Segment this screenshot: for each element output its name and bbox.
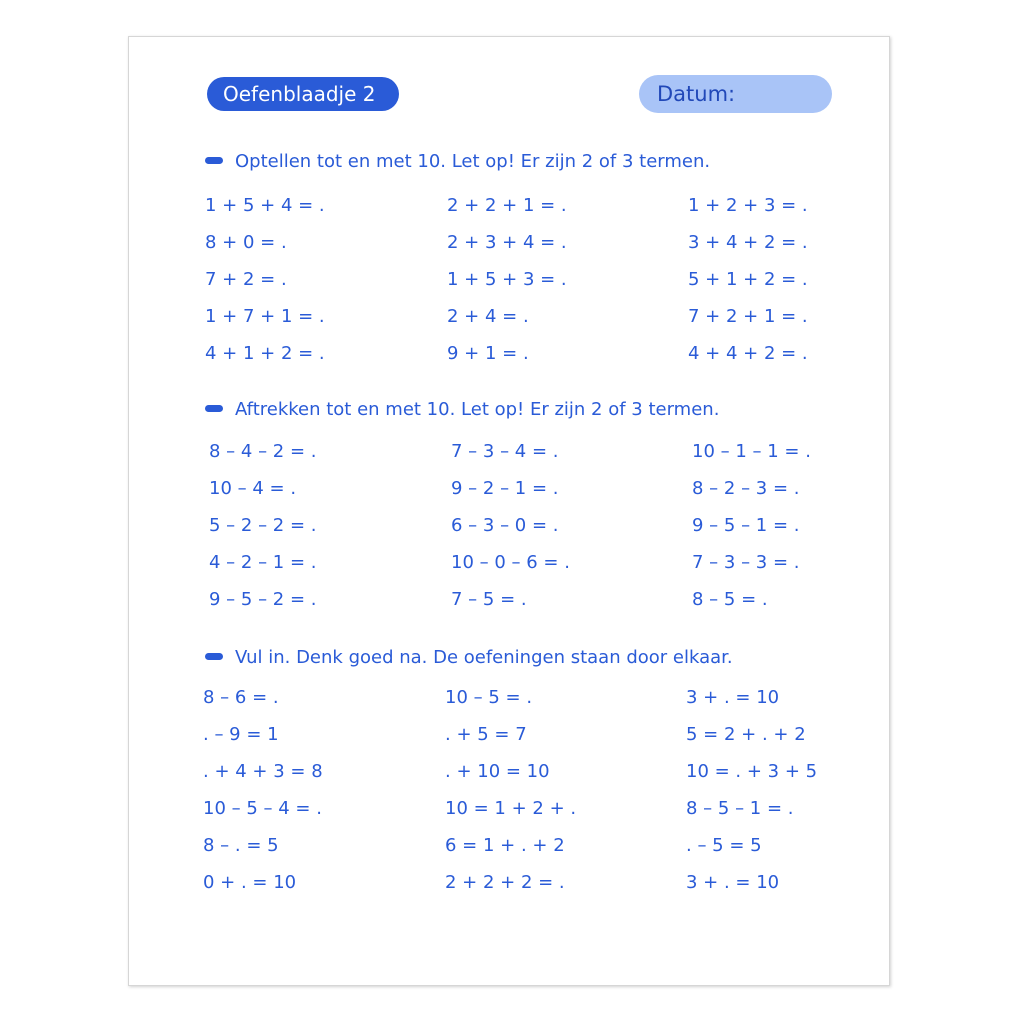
exercise: 9 – 5 – 1 = . — [692, 515, 800, 536]
exercise: 2 + 4 = . — [447, 306, 529, 327]
exercise: 3 + . = 10 — [686, 872, 780, 893]
exercise: 1 + 5 + 3 = . — [447, 269, 567, 290]
exercise: 5 – 2 – 2 = . — [209, 515, 317, 536]
bullet-icon — [205, 653, 223, 660]
exercise: 3 + . = 10 — [686, 687, 780, 708]
exercise: 5 + 1 + 2 = . — [688, 269, 808, 290]
exercise: 4 – 2 – 1 = . — [209, 552, 317, 573]
exercise: 7 – 5 = . — [451, 589, 527, 610]
exercise: 6 = 1 + . + 2 — [445, 835, 565, 856]
exercise: 7 – 3 – 3 = . — [692, 552, 800, 573]
exercise: 1 + 5 + 4 = . — [205, 195, 325, 216]
exercise: . – 5 = 5 — [686, 835, 762, 856]
exercise: 10 – 4 = . — [209, 478, 297, 499]
exercise: 8 – 5 = . — [692, 589, 768, 610]
exercise: 10 = . + 3 + 5 — [686, 761, 818, 782]
exercise: 8 – 4 – 2 = . — [209, 441, 317, 462]
worksheet-page — [128, 36, 890, 986]
section-title-fill-in — [205, 647, 733, 668]
exercise: . + 10 = 10 — [445, 761, 550, 782]
exercise: 9 – 5 – 2 = . — [209, 589, 317, 610]
exercise: 1 + 7 + 1 = . — [205, 306, 325, 327]
exercise: 2 + 2 + 2 = . — [445, 872, 565, 893]
exercise: 8 – 2 – 3 = . — [692, 478, 800, 499]
bullet-icon — [205, 405, 223, 412]
section-title-subtraction — [205, 399, 719, 420]
exercise: 3 + 4 + 2 = . — [688, 232, 808, 253]
exercise: 9 + 1 = . — [447, 343, 529, 364]
worksheet-title: Oefenblaadje 2 — [207, 77, 399, 111]
exercise: 10 – 0 – 6 = . — [451, 552, 570, 573]
exercise: 4 + 4 + 2 = . — [688, 343, 808, 364]
exercise: 9 – 2 – 1 = . — [451, 478, 559, 499]
exercise: . – 9 = 1 — [203, 724, 279, 745]
exercise: 4 + 1 + 2 = . — [205, 343, 325, 364]
bullet-icon — [205, 157, 223, 164]
exercise: 2 + 3 + 4 = . — [447, 232, 567, 253]
exercise: 7 – 3 – 4 = . — [451, 441, 559, 462]
exercise: 1 + 2 + 3 = . — [688, 195, 808, 216]
section-title-text: Optellen tot en met 10. Let op! Er zijn 2 of 3 termen. — [235, 151, 711, 172]
exercise: . + 4 + 3 = 8 — [203, 761, 323, 782]
section-title-text: Vul in. Denk goed na. De oefeningen staan door elkaar. — [235, 647, 733, 668]
exercise: 6 – 3 – 0 = . — [451, 515, 559, 536]
section-title-text: Aftrekken tot en met 10. Let op! Er zijn 2 of 3 termen. — [235, 399, 720, 420]
exercise: . + 5 = 7 — [445, 724, 527, 745]
date-field[interactable]: Datum: — [639, 75, 832, 113]
exercise: 10 – 5 – 4 = . — [203, 798, 322, 819]
exercise: 10 – 5 = . — [445, 687, 533, 708]
exercise: 10 – 1 – 1 = . — [692, 441, 811, 462]
exercise: 0 + . = 10 — [203, 872, 297, 893]
exercise: 10 = 1 + 2 + . — [445, 798, 577, 819]
exercise: 5 = 2 + . + 2 — [686, 724, 806, 745]
exercise: 8 – 6 = . — [203, 687, 279, 708]
exercise: 7 + 2 + 1 = . — [688, 306, 808, 327]
section-title-addition — [205, 151, 710, 172]
exercise: 8 + 0 = . — [205, 232, 287, 253]
exercise: 8 – . = 5 — [203, 835, 279, 856]
exercise: 8 – 5 – 1 = . — [686, 798, 794, 819]
exercise: 2 + 2 + 1 = . — [447, 195, 567, 216]
exercise: 7 + 2 = . — [205, 269, 287, 290]
